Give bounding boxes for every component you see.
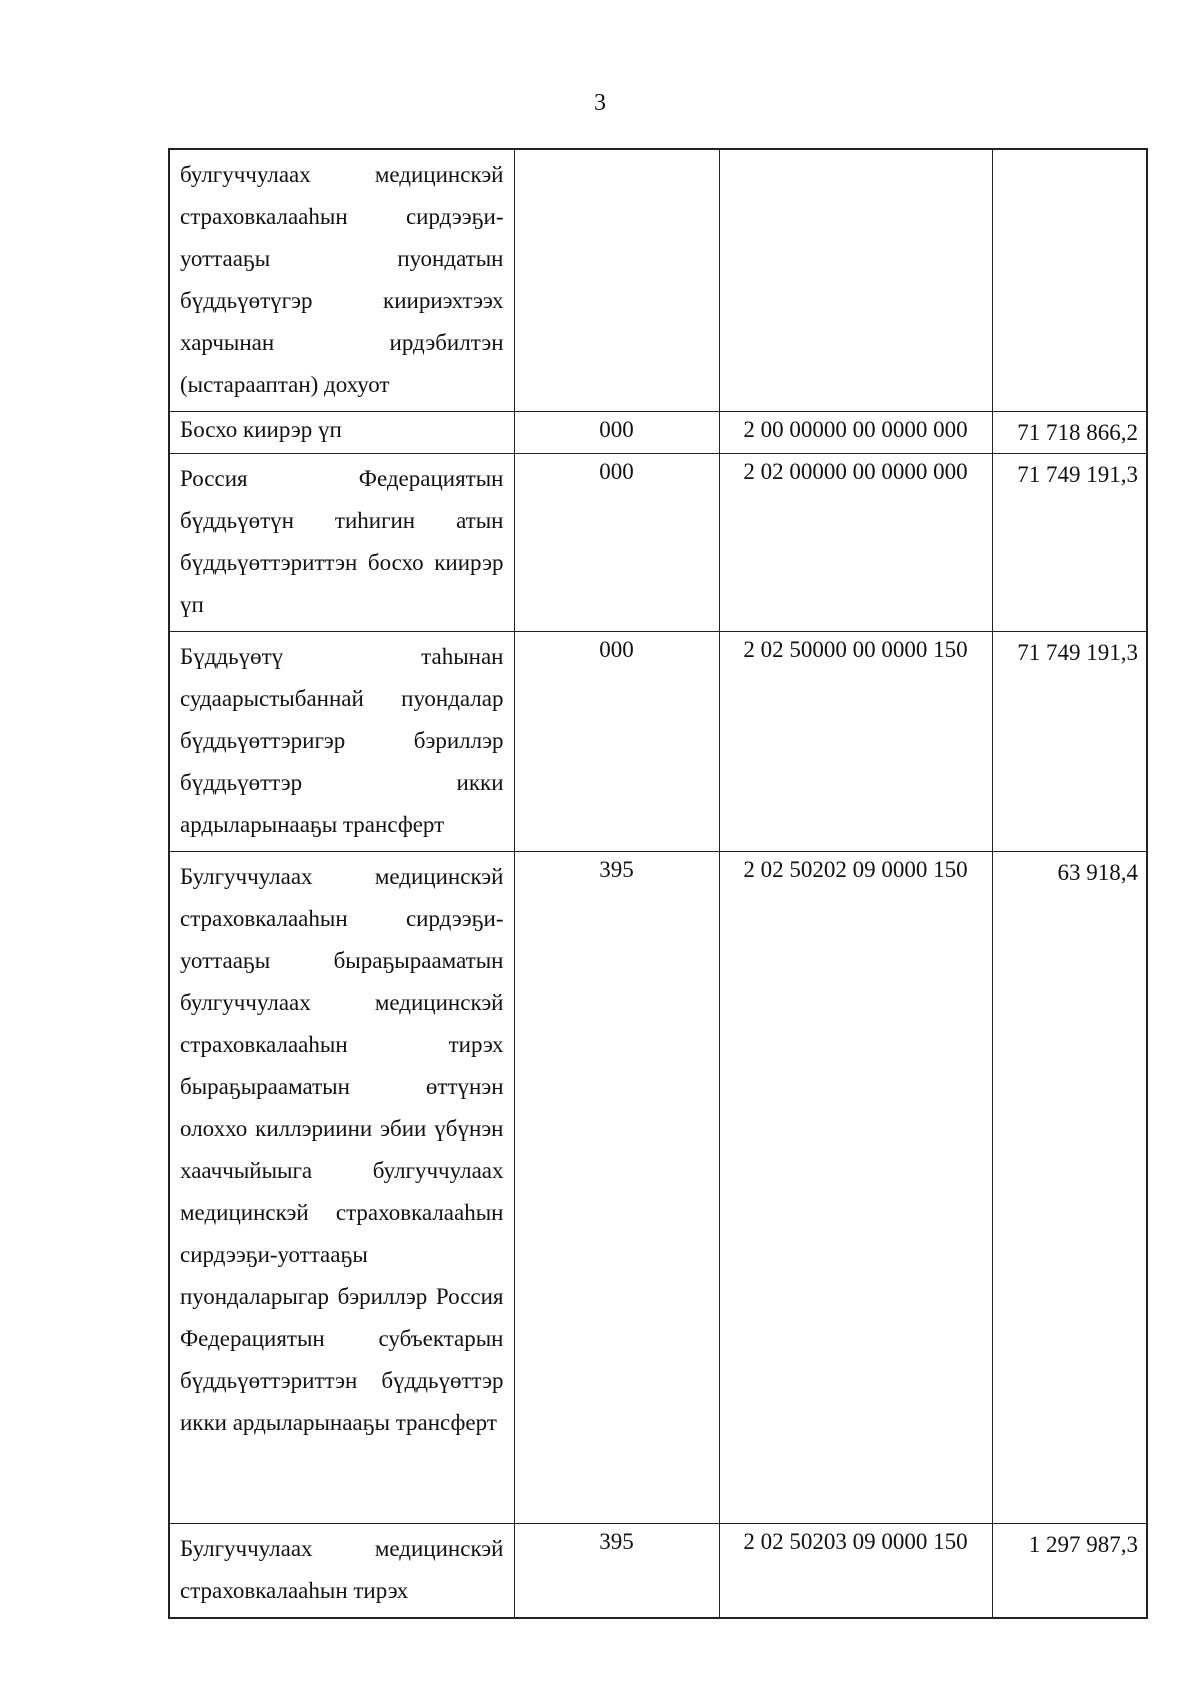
row-code-cell [719,412,992,454]
row-sum-cell [992,1524,1147,1619]
revenue-name: Булгуччулаах медицинскэй страховкалааһын тирэх [180,1536,504,1603]
row-code-cell [719,1524,992,1619]
row-admin-cell [514,632,719,852]
budget-classification-code: 2 02 50203 09 0000 150 [743,1529,968,1554]
table-row [169,149,1147,412]
row-code-cell [719,149,992,412]
table-row [169,1524,1147,1619]
budget-classification-code [720,150,992,153]
amount: 71 749 191,3 [1017,462,1138,487]
row-name-cell [169,632,514,852]
budget-classification-code: 2 02 00000 00 0000 000 [743,459,968,484]
revenue-name: булгуччулаах медицинскэй страховкалааһын сирдээҕи-уоттааҕы пуондатын бүддьүөтүгэр киириэхтээх харчынан ирдэбилтэн (ыстарааптан) дохуот [180,162,504,397]
admin-code: 000 [599,417,634,442]
row-name-cell [169,852,514,1524]
admin-code: 000 [599,637,634,662]
table-row [169,852,1147,1524]
table-row [169,412,1147,454]
row-admin-cell [514,1524,719,1619]
amount: 71 718 866,2 [1017,420,1138,445]
row-name-cell [169,454,514,632]
page-number: 3 [594,90,606,116]
row-sum-cell [992,412,1147,454]
row-name-cell [169,412,514,454]
row-code-cell [719,454,992,632]
row-sum-cell [992,632,1147,852]
budget-revenue-table [168,148,1148,1619]
admin-code: 000 [599,459,634,484]
row-sum-cell [992,149,1147,412]
row-admin-cell [514,412,719,454]
admin-code [515,150,719,153]
admin-code: 395 [599,857,634,882]
row-admin-cell [514,454,719,632]
row-admin-cell [514,149,719,412]
revenue-name: Босхо киирэр үп [180,417,342,442]
budget-classification-code: 2 02 50202 09 0000 150 [743,857,968,882]
amount [993,150,1147,156]
amount: 71 749 191,3 [1017,640,1138,665]
row-name-cell [169,149,514,412]
revenue-name: Россия Федерациятын бүддьүөтүн тиһигин атын бүддьүөттэриттэн босхо киирэр үп [180,466,504,617]
row-name-cell [169,1524,514,1619]
row-admin-cell [514,852,719,1524]
revenue-name: Булгуччулаах медицинскэй страховкалааһын сирдээҕи-уоттааҕы быраҕырааматын булгуччулаах медицинскэй страховкалааһын тирэх быраҕырааматын өттүнэн олоххо киллэриини эбии үбүнэн хааччыйыыга булгуччулаах медицинскэй страховкалааһын сирдээҕи-уоттааҕы пуондаларыгар бэриллэр Россия Федерациятын субъектарын бүддьүөттэриттэн бүддьүөттэр икки ардыларынааҕы трансферт [180,864,504,1435]
revenue-name: Бүддьүөтү таһынан судаарыстыбаннай пуондалар бүддьүөттэригэр бэриллэр бүддьүөттэр икки ардыларынааҕы трансферт [180,644,504,837]
table-row [169,632,1147,852]
row-sum-cell [992,454,1147,632]
row-sum-cell [992,852,1147,1524]
admin-code: 395 [599,1529,634,1554]
row-code-cell [719,632,992,852]
amount: 63 918,4 [1057,860,1138,885]
budget-classification-code: 2 02 50000 00 0000 150 [743,637,968,662]
budget-classification-code: 2 00 00000 00 0000 000 [743,417,968,442]
row-code-cell [719,852,992,1524]
amount: 1 297 987,3 [1028,1532,1138,1557]
table-row [169,454,1147,632]
